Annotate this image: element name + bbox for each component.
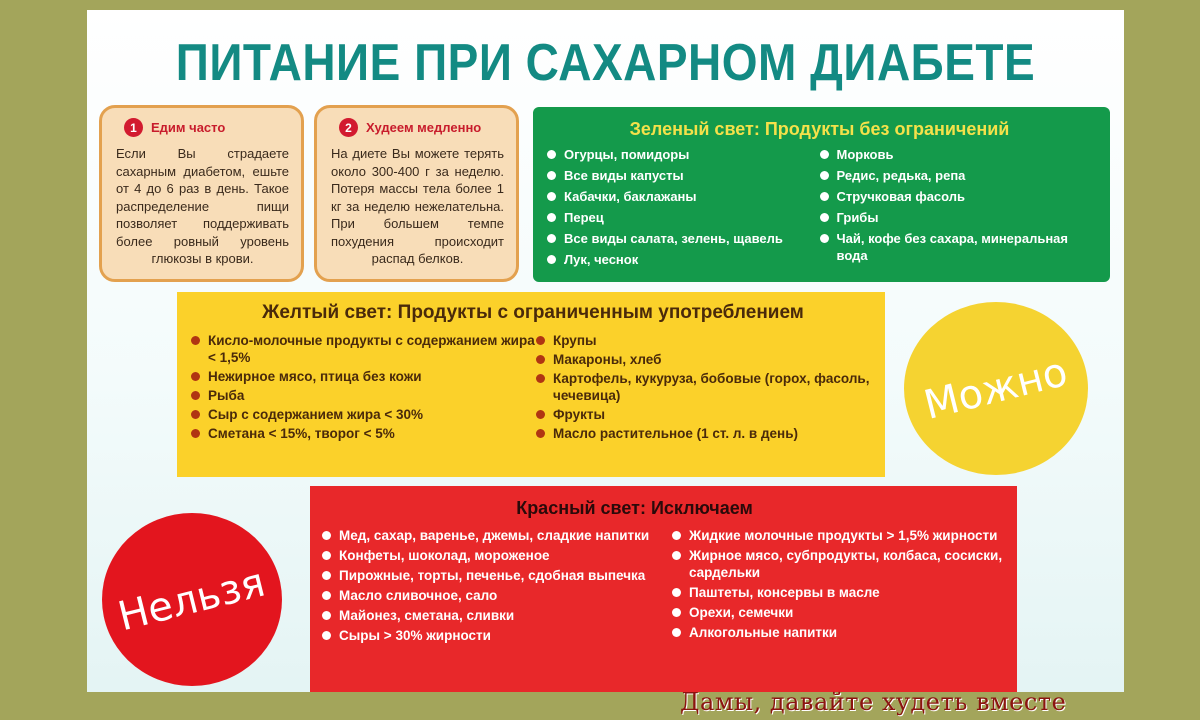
bullet-icon: [322, 571, 331, 580]
forbidden-badge: [102, 513, 282, 686]
yellow-light-heading: Желтый свет: Продукты с ограниченным употреблением: [262, 302, 804, 323]
red-light-heading: Красный свет: Исключаем: [516, 498, 753, 518]
list-item-text: Жидкие молочные продукты > 1,5% жирности: [689, 528, 998, 543]
list-item: [191, 332, 536, 366]
bullet-icon: [191, 336, 200, 345]
list-item: [547, 167, 820, 184]
bullet-icon: [672, 628, 681, 637]
list-item: [536, 332, 875, 349]
list-item: [322, 627, 672, 644]
list-item: [536, 425, 875, 442]
list-item-text: Жирное мясо, субпродукты, колбаса, сосиски, сардельки: [689, 548, 1003, 580]
bullet-icon: [191, 429, 200, 438]
list-item-text: Чай, кофе без сахара, минеральная вода: [836, 231, 1068, 263]
list-item: [536, 370, 875, 404]
bullet-icon: [191, 372, 200, 381]
list-item: [322, 547, 672, 564]
list-item: [672, 547, 1007, 581]
bullet-icon: [547, 234, 556, 243]
tip-card-lose-slowly: [314, 105, 519, 282]
yellow-light-panel: [177, 292, 885, 477]
list-item-text: Грибы: [836, 210, 879, 225]
list-item-text: Сыр с содержанием жира < 30%: [208, 407, 424, 422]
list-item: [322, 527, 672, 544]
green-list-left: [547, 146, 820, 272]
list-item: [820, 167, 1093, 184]
yellow-list-left: [191, 332, 536, 444]
bullet-icon: [820, 213, 829, 222]
list-item-text: Огурцы, помидоры: [564, 147, 690, 162]
list-item: [672, 604, 1007, 621]
green-list-right: [820, 146, 1093, 272]
bullet-icon: [672, 531, 681, 540]
list-item-text: Фрукты: [553, 407, 605, 422]
list-item: [820, 230, 1093, 264]
list-item-text: Кабачки, баклажаны: [564, 189, 697, 204]
list-item: [547, 230, 820, 247]
list-item-text: Пирожные, торты, печенье, сдобная выпечка: [339, 568, 646, 583]
list-item: [672, 584, 1007, 601]
bullet-icon: [820, 192, 829, 201]
bullet-icon: [547, 171, 556, 180]
tip-number-badge: 1: [124, 118, 143, 137]
red-light-panel: [310, 486, 1017, 692]
poster-title: ПИТАНИЕ ПРИ САХАРНОМ ДИАБЕТЕ: [175, 33, 1036, 92]
watermark-caption: Дамы, давайте худеть вместе: [680, 688, 1067, 716]
list-item: [547, 146, 820, 163]
list-item: [191, 425, 536, 442]
list-item: [672, 624, 1007, 641]
bullet-icon: [547, 213, 556, 222]
list-item-text: Нежирное мясо, птица без кожи: [208, 369, 422, 384]
list-item: [820, 188, 1093, 205]
tip-card-eat-often: [99, 105, 304, 282]
list-item-text: Кисло-молочные продукты с содержанием жира < 1,5%: [208, 333, 535, 365]
tip-header: [331, 118, 504, 137]
list-item-text: Конфеты, шоколад, мороженое: [339, 548, 550, 563]
allowed-badge: [904, 302, 1088, 475]
red-list-left: [322, 527, 672, 647]
list-item-text: Сыры > 30% жирности: [339, 628, 491, 643]
list-item: [820, 146, 1093, 163]
bullet-icon: [322, 531, 331, 540]
bullet-icon: [191, 410, 200, 419]
tip-title: Худеем медленно: [366, 120, 482, 135]
bullet-icon: [672, 608, 681, 617]
bullet-icon: [820, 234, 829, 243]
green-light-heading: Зеленый свет: Продукты без ограничений: [629, 119, 1010, 139]
list-item-text: Стручковая фасоль: [836, 189, 966, 204]
list-item: [191, 368, 536, 385]
list-item-text: Все виды салата, зелень, щавель: [564, 231, 783, 246]
list-item: [547, 251, 820, 268]
tip-text: Если Вы страдаете сахарным диабетом, ешьте от 4 до 6 раз в день. Такое распределение пищи позволяет поддерживать более ровный уровень глюкозы в крови.: [116, 146, 289, 266]
list-item-text: Паштеты, консервы в масле: [689, 585, 880, 600]
forbidden-badge-label: Нельзя: [114, 559, 270, 640]
bullet-icon: [322, 591, 331, 600]
list-item-text: Мед, сахар, варенье, джемы, сладкие напитки: [339, 528, 650, 543]
list-item-text: Орехи, семечки: [689, 605, 794, 620]
bullet-icon: [536, 410, 545, 419]
green-light-panel: [533, 107, 1110, 282]
tip-number-badge: 2: [339, 118, 358, 137]
list-item: [322, 567, 672, 584]
list-item-text: Масло сливочное, сало: [339, 588, 498, 603]
tip-title: Едим часто: [151, 120, 226, 135]
list-item-text: Крупы: [553, 333, 597, 348]
list-item-text: Макароны, хлеб: [553, 352, 662, 367]
list-item-text: Лук, чеснок: [564, 252, 639, 267]
list-item: [322, 587, 672, 604]
list-item-text: Сметана < 15%, творог < 5%: [208, 426, 395, 441]
red-list-right: [672, 527, 1007, 647]
bullet-icon: [322, 551, 331, 560]
list-item-text: Рыба: [208, 388, 245, 403]
bullet-icon: [547, 192, 556, 201]
bullet-icon: [536, 429, 545, 438]
bullet-icon: [672, 588, 681, 597]
bullet-icon: [820, 150, 829, 159]
tip-header: [116, 118, 289, 137]
list-item: [547, 188, 820, 205]
tip-text: На диете Вы можете терять около 300-400 г за неделю. Потеря массы тела более 1 кг за неделю нежелательна. При большем темпе похудения происходит распад белков.: [331, 146, 504, 266]
list-item: [322, 607, 672, 624]
list-item-text: Все виды капусты: [564, 168, 684, 183]
bullet-icon: [547, 255, 556, 264]
list-item-text: Перец: [564, 210, 604, 225]
list-item-text: Алкогольные напитки: [689, 625, 838, 640]
bullet-icon: [820, 171, 829, 180]
bullet-icon: [536, 355, 545, 364]
list-item-text: Картофель, кукуруза, бобовые (горох, фасоль, чечевица): [553, 371, 870, 403]
list-item: [536, 406, 875, 423]
bullet-icon: [672, 551, 681, 560]
list-item-text: Майонез, сметана, сливки: [339, 608, 515, 623]
list-item: [536, 351, 875, 368]
yellow-list-right: [536, 332, 875, 444]
list-item-text: Редис, редька, репа: [836, 168, 966, 183]
bullet-icon: [547, 150, 556, 159]
poster: [87, 10, 1124, 692]
list-item: [191, 387, 536, 404]
list-item: [820, 209, 1093, 226]
bullet-icon: [536, 336, 545, 345]
list-item: [191, 406, 536, 423]
allowed-badge-label: Можно: [919, 348, 1073, 429]
bullet-icon: [322, 631, 331, 640]
list-item-text: Масло растительное (1 ст. л. в день): [553, 426, 798, 441]
list-item-text: Морковь: [836, 147, 894, 162]
bullet-icon: [322, 611, 331, 620]
list-item: [672, 527, 1007, 544]
bullet-icon: [191, 391, 200, 400]
bullet-icon: [536, 374, 545, 383]
list-item: [547, 209, 820, 226]
